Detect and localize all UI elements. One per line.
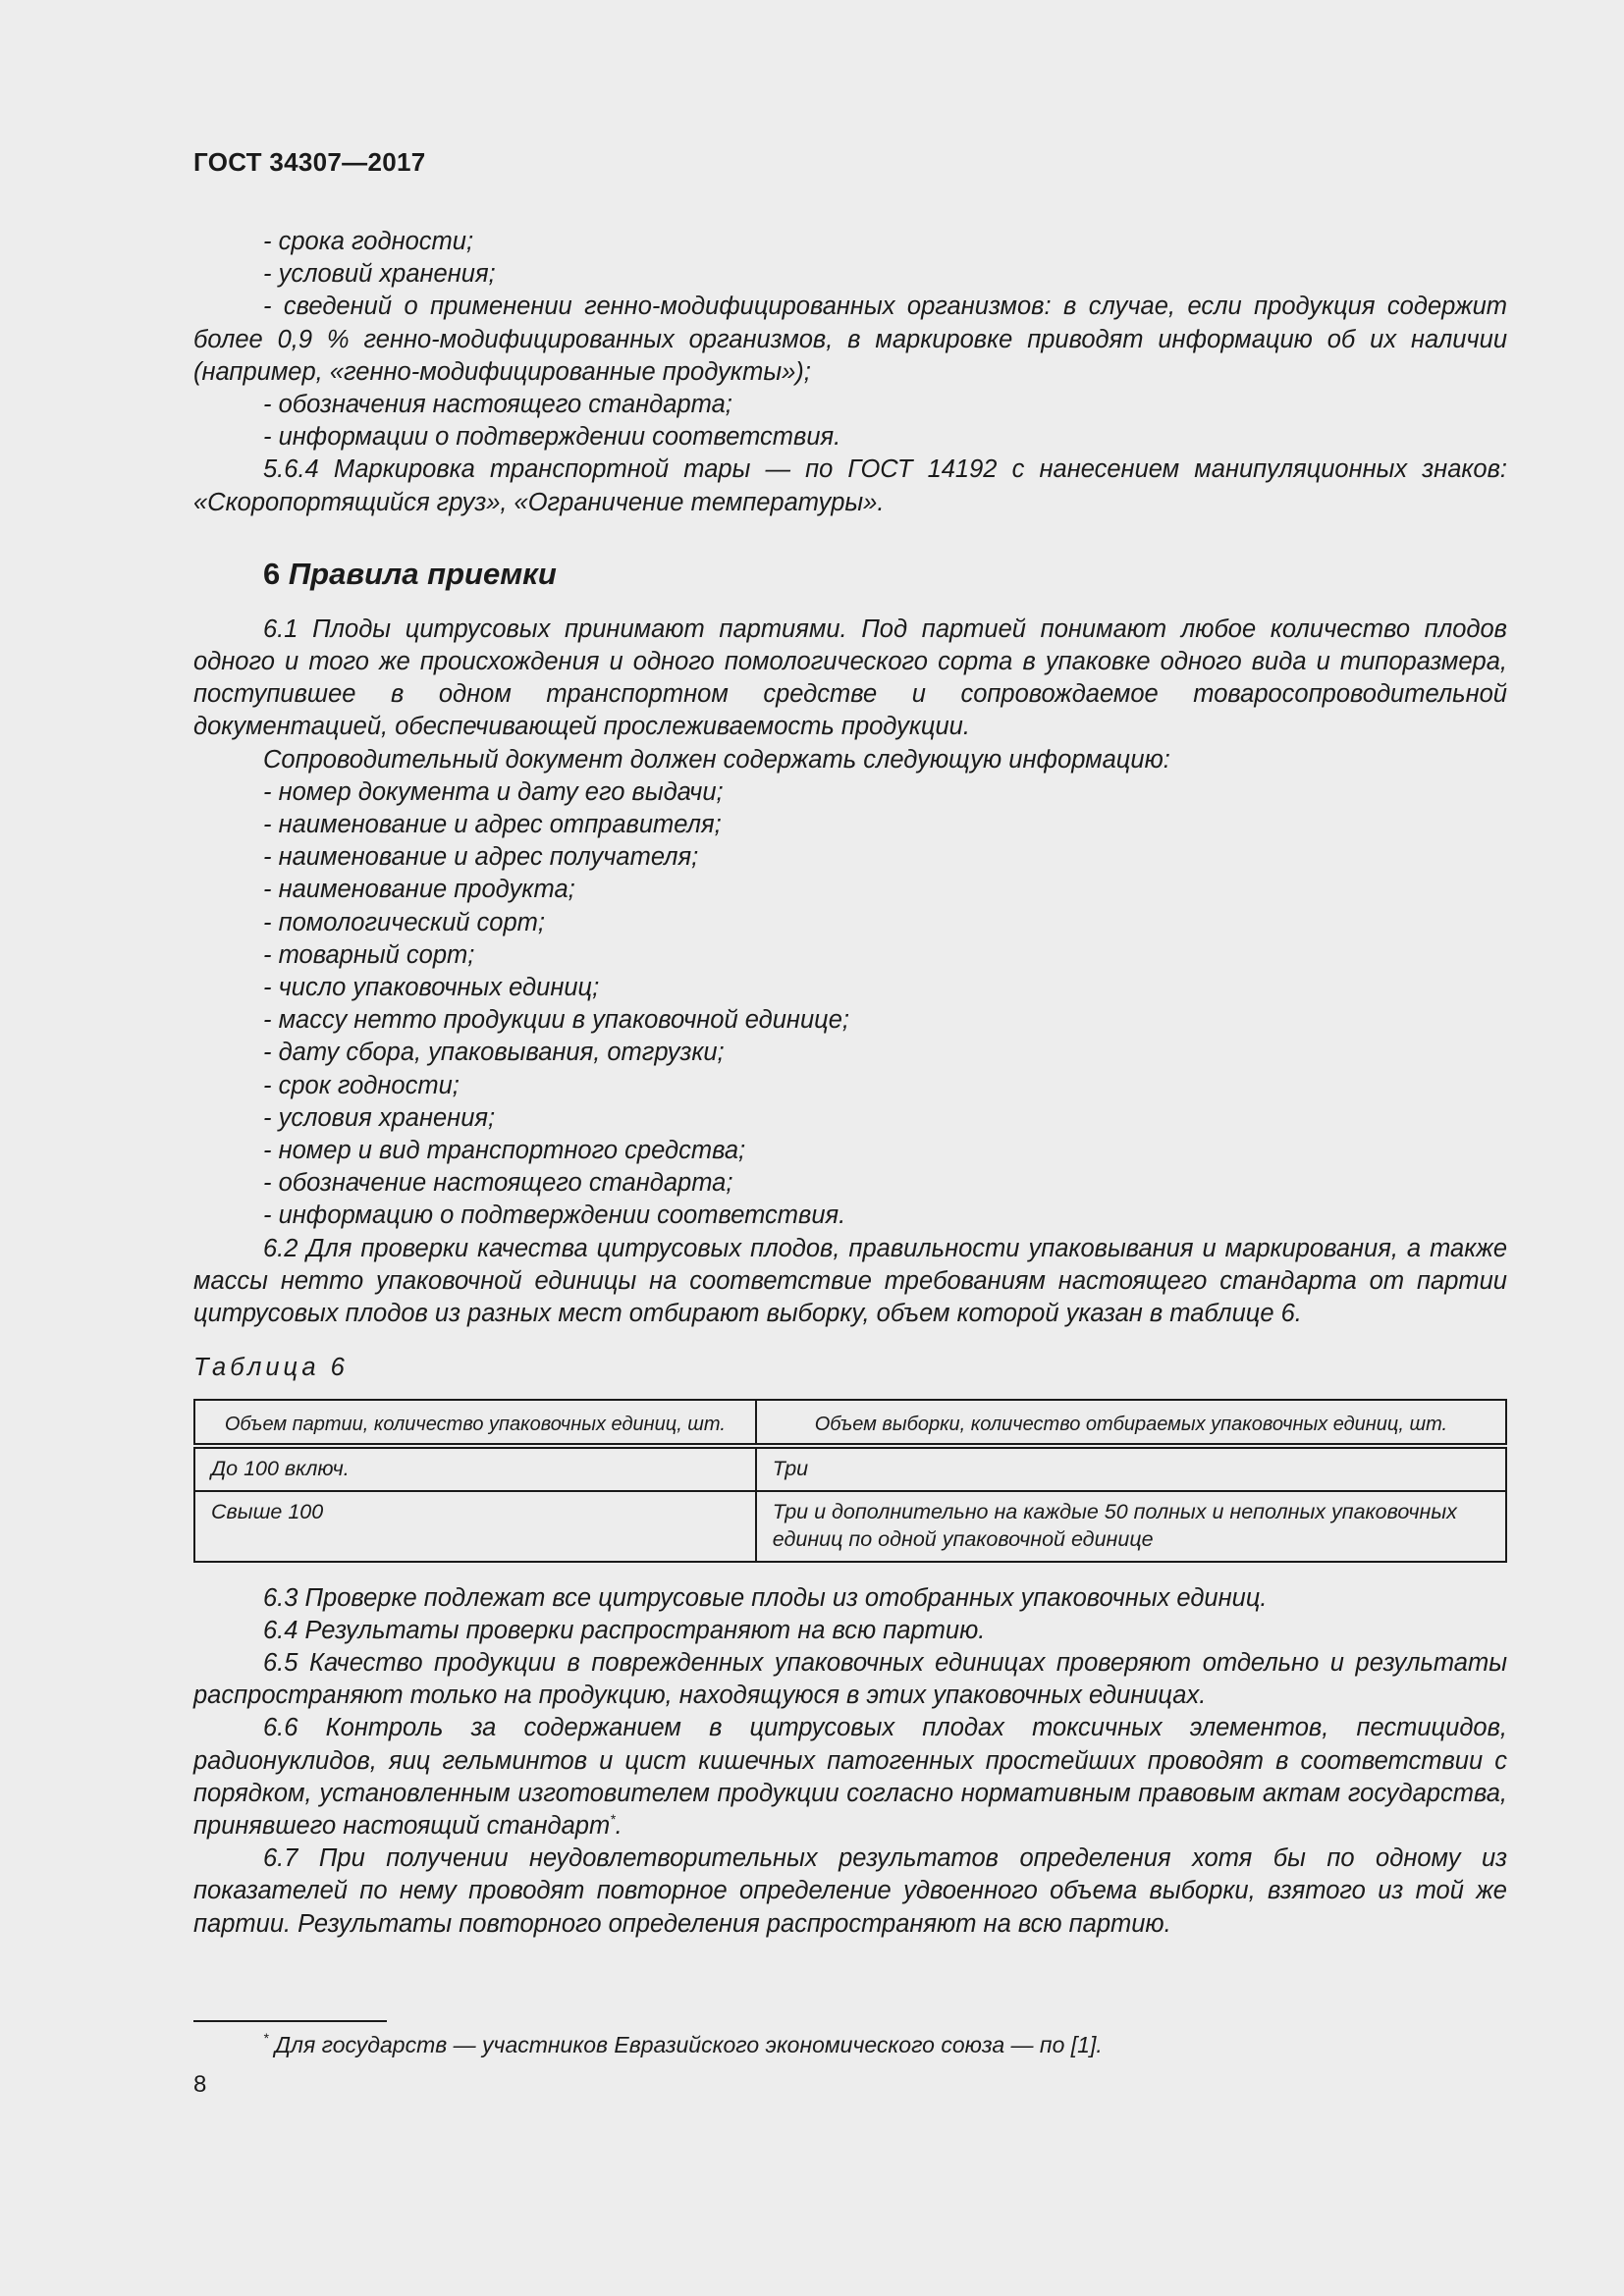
table-header-cell: Объем выборки, количество отбираемых упаковочных единиц, шт.: [756, 1400, 1506, 1446]
table-cell: Три: [756, 1446, 1506, 1491]
list-item: - наименование и адрес отправителя;: [263, 811, 722, 839]
table-caption: Таблица 6: [193, 1354, 349, 1382]
table-cell: Свыше 100: [194, 1491, 756, 1562]
footnote: [263, 2030, 1103, 2059]
table-header-row: [194, 1400, 1506, 1446]
paragraph: 5.6.4 Маркировка транспортной тары — по ГОСТ 14192 с нанесением манипуляционных знаков: «Скоропортящийся груз», «Ограничение температуры».: [193, 455, 1507, 516]
list-item: - номер и вид транспортного средства;: [263, 1137, 746, 1165]
footnote-mark: *: [610, 1810, 616, 1827]
footnote-mark: *: [263, 2030, 269, 2046]
list-item: - условий хранения;: [263, 260, 496, 289]
doc-header: ГОСТ 34307—2017: [193, 147, 426, 177]
list-item: - массу нетто продукции в упаковочной единице;: [263, 1006, 849, 1035]
list-item: - наименование продукта;: [263, 876, 575, 904]
paragraph: 6.3 Проверке подлежат все цитрусовые плоды из отобранных упаковочных единиц.: [263, 1583, 1268, 1612]
table-header-cell: Объем партии, количество упаковочных единиц, шт.: [194, 1400, 756, 1446]
paragraph: 6.2 Для проверки качества цитрусовых плодов, правильности упаковывания и маркирования, а также массы нетто упаковочной единицы на соответствие требованиям настоящего стандарта от партии цитрусовых плодов из разных мест отбирают выборку, объем которой указан в таблице 6.: [193, 1234, 1507, 1328]
table-cell: До 100 включ.: [194, 1446, 756, 1491]
section-number: 6: [263, 556, 281, 591]
paragraphs-bottom: [193, 1582, 1507, 1713]
list-item: Сопроводительный документ должен содержать следующую информацию:: [263, 745, 1170, 774]
page-number: 8: [193, 2071, 207, 2098]
paragraph: - сведений о применении генно-модифицированных организмов: в случае, если продукция содержит более 0,9 % генно-модифицированных организмов, в маркировке приводят информацию об их наличии (например, «генно-модифицированные продукты»);: [193, 293, 1507, 386]
footnote-divider: [193, 2020, 387, 2022]
table-cell: Три и дополнительно на каждые 50 полных и неполных упаковочных единиц по одной упаковочной единице: [756, 1491, 1506, 1562]
sample-size-table: [193, 1399, 1507, 1563]
list-item: - срока годности;: [263, 228, 474, 255]
paragraph: 6.1 Плоды цитрусовых принимают партиями. Под партией понимают любое количество плодов одного и того же происхождения и одного помологического сорта в упаковке одного вида и типоразмера, поступившее в одном транспортном средстве и сопровождаемое товаросопроводительной документацией, обеспечивающей прослеживаемость продукции.: [193, 614, 1507, 741]
list-item: - товарный сорт;: [263, 940, 475, 969]
list-item: - наименование и адрес получателя;: [263, 843, 699, 872]
table-row: [194, 1446, 1506, 1491]
paragraphs-mid: [193, 614, 1507, 1330]
section-title-text: Правила приемки: [288, 556, 557, 591]
list-item: - информацию о подтверждении соответствия.: [263, 1201, 846, 1230]
paragraph: 6.5 Качество продукции в поврежденных упаковочных единицах проверяют отдельно и результаты распространяют только на продукцию, находящуюся в этих упаковочных единицах.: [193, 1648, 1507, 1710]
paragraph-6-6: [193, 1712, 1507, 1842]
list-item: - дату сбора, упаковывания, отгрузки;: [263, 1039, 725, 1067]
list-item: - информации о подтверждении соответствия.: [263, 423, 841, 452]
paragraphs-top: [193, 226, 1507, 519]
paragraph-text: 6.6 Контроль за содержанием в цитрусовых плодах токсичных элементов, пестицидов, радионуклидов, яиц гельминтов и цист кишечных патогенных простейших проводят в соответствии с порядком, установленным изготовителем продукции согласно нормативным правовым актам государства, принявшего настоящий стандарт: [193, 1714, 1507, 1840]
footnote-text: Для государств — участников Евразийского экономического союза — по [1].: [274, 2032, 1103, 2057]
list-item: - обозначение настоящего стандарта;: [263, 1169, 733, 1198]
paragraph-6-7: 6.7 При получении неудовлетворительных результатов определения хотя бы по одному из показателей по нему проводят повторное определение удвоенного объема выборки, взятого из той же партии. Результаты повторного определения распространяют на всю партию.: [193, 1844, 1507, 1938]
list-item: - обозначения настоящего стандарта;: [263, 391, 732, 419]
table-row: [194, 1491, 1506, 1562]
list-item: - номер документа и дату его выдачи;: [263, 777, 724, 806]
list-item: - помологический сорт;: [263, 908, 545, 936]
paragraph: 6.4 Результаты проверки распространяют на всю партию.: [263, 1616, 986, 1644]
list-item: - условия хранения;: [263, 1103, 496, 1132]
list-item: - срок годности;: [263, 1071, 460, 1099]
document-body: [193, 226, 1507, 1941]
list-item: - число упаковочных единиц;: [263, 974, 600, 1002]
paragraph-end: .: [615, 1811, 623, 1840]
section-title: [263, 557, 1507, 592]
